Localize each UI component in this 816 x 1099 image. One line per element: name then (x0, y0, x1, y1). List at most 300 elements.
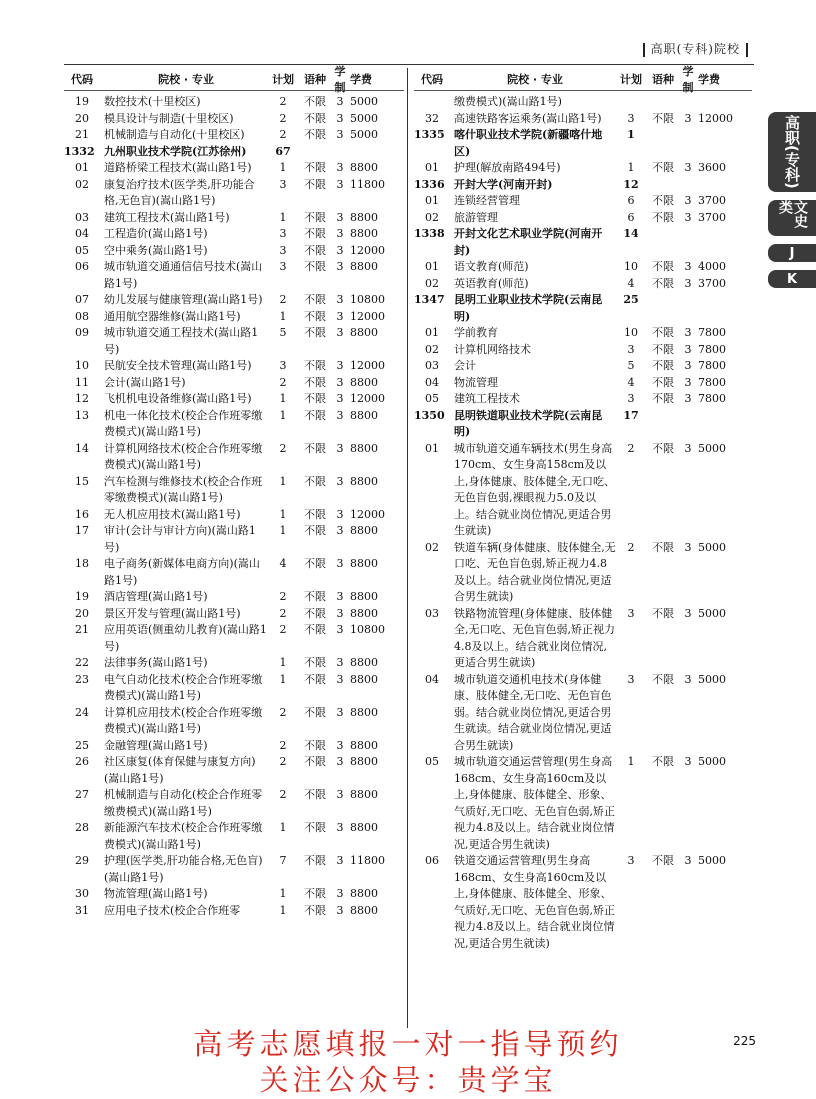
cell-lang: 不限 (304, 326, 326, 339)
cell-fee: 3700 (698, 210, 726, 224)
cell-name: 会计(嵩山路1号) (104, 375, 186, 389)
cell-fee: 5000 (350, 95, 378, 108)
school-row (414, 292, 752, 325)
cell-name: 开封大学(河南开封) (454, 177, 553, 191)
cell-years: 3 (684, 194, 692, 207)
cell-name: 机电一体化技术(校企合作班零缴费模式)(嵩山路1号) (104, 408, 263, 438)
cell-code: 29 (75, 854, 89, 867)
cell-fee (696, 408, 746, 441)
school-row (414, 127, 752, 160)
cell-years: 3 (336, 95, 344, 108)
cell-code: 03 (425, 359, 439, 372)
cell-fee: 8800 (350, 903, 378, 917)
cell-lang (298, 144, 332, 161)
cell-fee: 10800 (350, 623, 385, 636)
cell-years: 3 (336, 590, 344, 603)
school-row (414, 226, 752, 259)
cell-fee: 7800 (698, 326, 726, 339)
cell-years: 3 (336, 887, 344, 900)
table-row (414, 391, 752, 408)
cell-years: 3 (336, 441, 344, 455)
cell-code: 1336 (414, 177, 445, 191)
side-tab-arts[interactable] (768, 200, 816, 236)
cell-lang: 不限 (304, 755, 326, 768)
cell-code: 17 (75, 524, 89, 537)
cell-code: 1335 (414, 128, 445, 141)
cell-name: 民航安全技术管理(嵩山路1号) (104, 359, 252, 372)
cell-fee (696, 226, 746, 259)
col-name: 院校 · 专业 (507, 73, 563, 86)
table-row (64, 160, 404, 177)
cell-name: 工程造价(嵩山路1号) (104, 227, 208, 240)
cell-plan: 3 (279, 177, 287, 191)
cell-lang: 不限 (652, 540, 674, 554)
cell-code: 12 (75, 392, 89, 405)
cell-years: 3 (336, 227, 344, 240)
cell-years (680, 177, 696, 194)
school-row (414, 177, 752, 194)
cell-years: 3 (336, 408, 344, 422)
table-row (64, 375, 404, 392)
cell-name: 铁道交通运营管理(男生身高168cm、女生身高160cm及以上,身体健康、肢体健全、形象、气质好,无口吃、无色盲色弱,矫正视力4.8及以上。结合就业岗位情况,更适合男生就读) (454, 854, 615, 950)
cell-code: 02 (75, 177, 89, 191)
cell-code: 30 (75, 887, 89, 900)
cell-fee: 8800 (350, 408, 378, 422)
cell-lang: 不限 (652, 672, 674, 686)
cell-plan: 3 (627, 606, 635, 620)
col-code: 代码 (71, 73, 93, 86)
cell-fee: 3600 (698, 161, 726, 174)
table-row (64, 94, 404, 111)
watermark-line-2: 关注公众号：贵学宝 (259, 1063, 557, 1097)
cell-fee: 8800 (350, 606, 378, 620)
cell-years: 3 (336, 392, 344, 405)
cell-fee: 5000 (698, 755, 726, 768)
table-row (64, 507, 404, 524)
cell-code: 05 (425, 755, 439, 768)
cell-years: 3 (336, 738, 344, 752)
cell-fee: 8800 (350, 656, 378, 669)
cell-fee: 4000 (698, 260, 726, 273)
cell-lang (646, 177, 680, 194)
cell-plan: 7 (279, 854, 287, 867)
cell-lang: 不限 (304, 672, 326, 686)
table-row (64, 292, 404, 309)
cell-name: 铁道车辆(身体健康、肢体健全,无口吃、无色盲色弱,矫正视力4.8及以上。结合就业岗位情况,更适合男生就读) (454, 540, 616, 603)
cell-code: 20 (75, 111, 89, 125)
cell-code: 02 (425, 276, 439, 290)
table-row (64, 820, 404, 853)
cell-years: 3 (684, 210, 692, 224)
cell-fee: 8800 (350, 161, 378, 174)
cell-lang: 不限 (304, 903, 326, 917)
cell-lang: 不限 (304, 738, 326, 752)
cell-plan: 14 (623, 227, 639, 240)
cell-plan: 12 (623, 177, 639, 191)
cell-name: 会计 (454, 359, 476, 372)
cell-fee: 8800 (350, 227, 378, 240)
table-row (64, 589, 404, 606)
cell-code: 01 (425, 194, 439, 207)
cell-name: 空中乘务(嵩山路1号) (104, 243, 208, 257)
cell-name: 铁路物流管理(身体健康、肢体健全,无口吃、无色盲色弱,矫正视力4.8及以上。结合就业岗位情况,更适合男生就读) (454, 606, 615, 669)
cell-name: 计算机应用技术(校企合作班零缴费模式)(嵩山路1号) (104, 705, 263, 735)
cell-lang: 不限 (304, 705, 326, 719)
header-bar-right (746, 43, 748, 57)
table-row (414, 160, 752, 177)
cell-fee: 7800 (698, 359, 726, 372)
cell-plan: 1 (279, 887, 287, 900)
table-row (64, 391, 404, 408)
cell-fee: 5000 (350, 128, 378, 141)
cell-name: 无人机应用技术(嵩山路1号) (104, 507, 241, 521)
header-bar-left (643, 43, 645, 57)
cell-lang: 不限 (304, 375, 326, 389)
cell-code: 05 (425, 392, 439, 405)
cell-name: 英语教育(师范) (454, 276, 529, 290)
table-row (414, 193, 752, 210)
cell-lang: 不限 (652, 276, 674, 290)
cell-plan: 17 (623, 408, 639, 422)
cell-fee: 8800 (350, 557, 378, 570)
cell-code: 23 (75, 672, 89, 686)
cell-years: 3 (684, 111, 692, 125)
cell-name: 旅游管理 (454, 210, 498, 224)
cell-plan: 25 (623, 293, 639, 306)
cell-code: 10 (75, 359, 89, 372)
cell-code: 02 (425, 342, 439, 356)
table-row (64, 655, 404, 672)
cell-name: 机械制造与自动化(校企合作班零缴费模式)(嵩山路1号) (104, 788, 263, 818)
side-tab-j[interactable] (768, 244, 816, 262)
cell-name: 昆明工业职业技术学院(云南昆明) (454, 293, 603, 323)
cell-plan: 2 (279, 606, 287, 620)
cell-years: 3 (336, 557, 344, 570)
cell-fee: 11800 (350, 854, 385, 867)
cell-name: 护理(医学类,肝功能合格,无色盲)(嵩山路1号) (104, 854, 263, 884)
cell-lang: 不限 (304, 210, 326, 224)
cell-lang: 不限 (304, 128, 326, 141)
cell-name: 应用电子技术(校企合作班零 (104, 903, 241, 917)
table-row (414, 259, 752, 276)
table-row (64, 705, 404, 738)
cell-code: 25 (75, 738, 89, 752)
cell-plan: 10 (624, 260, 638, 273)
cell-lang (646, 292, 680, 325)
cell-code: 24 (75, 705, 89, 719)
table-row (64, 474, 404, 507)
cell-lang: 不限 (652, 161, 674, 174)
cell-name: 社区康复(体育保健与康复方向)(嵩山路1号) (104, 755, 256, 785)
table-row (414, 606, 752, 672)
cell-years: 3 (684, 326, 692, 339)
table-row (64, 556, 404, 589)
cell-lang: 不限 (652, 194, 674, 207)
cell-lang: 不限 (304, 408, 326, 422)
table-row (64, 226, 404, 243)
cell-code: 01 (425, 260, 439, 273)
col-years: 学制 (334, 65, 346, 94)
col-years: 学制 (682, 65, 694, 94)
cell-name: 城市轨道交通工程技术(嵩山路1号) (104, 326, 259, 356)
cell-plan: 2 (279, 590, 287, 603)
cell-years: 3 (684, 540, 692, 554)
cell-fee: 12000 (350, 359, 385, 372)
cell-name: 九州职业技术学院(江苏徐州) (104, 144, 247, 158)
cell-years: 3 (336, 359, 344, 372)
left-table-body (64, 94, 404, 919)
cell-name: 计算机网络技术(校企合作班零缴费模式)(嵩山路1号) (104, 441, 263, 471)
cell-plan: 2 (279, 293, 287, 306)
cell-fee: 10800 (350, 293, 385, 306)
cell-code: 27 (75, 788, 89, 801)
cell-code: 1332 (64, 144, 95, 158)
cell-code: 1347 (414, 293, 445, 306)
cell-code: 32 (425, 111, 439, 125)
cell-fee (696, 292, 746, 325)
cell-plan: 2 (279, 738, 287, 752)
cell-plan: 2 (627, 540, 635, 554)
col-fee: 学费 (698, 73, 720, 86)
cell-lang: 不限 (304, 95, 326, 108)
cell-plan: 1 (279, 903, 287, 917)
cell-lang: 不限 (652, 260, 674, 273)
cell-name: 学前教育 (454, 326, 498, 339)
side-tab-label: K (786, 271, 798, 287)
cell-fee: 8800 (350, 738, 378, 752)
cell-name: 城市轨道交通运营管理(男生身高168cm、女生身高160cm及以上,身体健康、肢体健全、形象、气质好,无口吃、无色盲色弱,矫正视力4.8及以上。结合就业岗位情况,更适合男生就读) (454, 755, 615, 851)
cell-lang: 不限 (652, 342, 674, 356)
table-row (64, 259, 404, 292)
cell-years: 3 (684, 276, 692, 290)
cell-years: 3 (336, 375, 344, 389)
cell-lang: 不限 (304, 309, 326, 323)
cell-fee: 11800 (350, 177, 385, 191)
cell-lang: 不限 (304, 359, 326, 372)
cell-name: 机械制造与自动化(十里校区) (104, 128, 245, 141)
cell-code: 28 (75, 821, 89, 834)
cell-code (414, 94, 450, 111)
cell-plan: 6 (627, 210, 635, 224)
cell-lang: 不限 (304, 227, 326, 240)
cell-code: 1338 (414, 227, 445, 240)
cell-fee: 8800 (350, 441, 378, 455)
table-row (64, 853, 404, 886)
table-row (64, 606, 404, 623)
cell-plan: 2 (279, 128, 287, 141)
cell-plan: 2 (279, 111, 287, 125)
cell-lang: 不限 (652, 606, 674, 620)
col-fee: 学费 (350, 73, 372, 86)
cell-name: 酒店管理(嵩山路1号) (104, 590, 208, 603)
cell-fee: 8800 (350, 705, 378, 719)
watermark-line-1: 高考志愿填报一对一指导预约 (193, 1027, 623, 1061)
cell-years: 3 (336, 656, 344, 669)
cell-lang: 不限 (652, 375, 674, 389)
table-row (64, 441, 404, 474)
col-lang: 语种 (304, 73, 326, 86)
cell-plan: 4 (279, 557, 287, 570)
cell-fee: 8800 (350, 260, 378, 273)
cell-plan: 2 (279, 95, 287, 108)
table-row (64, 127, 404, 144)
cell-fee: 8800 (350, 755, 378, 768)
table-header (64, 65, 404, 94)
cell-plan: 6 (627, 194, 635, 207)
cell-plan: 1 (279, 309, 287, 323)
cell-name: 城市轨道交通通信信号技术(嵩山路1号) (104, 260, 263, 290)
cell-name: 应用英语(侧重幼儿教育)(嵩山路1号) (104, 623, 267, 653)
cell-fee (696, 177, 746, 194)
cell-lang: 不限 (304, 293, 326, 306)
cell-fee: 7800 (698, 392, 726, 405)
cell-lang: 不限 (304, 656, 326, 669)
cell-lang: 不限 (652, 210, 674, 224)
cell-name: 城市轨道交通车辆技术(男生身高170cm、女生身高158cm及以上,身体健康、肢体健全,无口吃、无色盲色弱,裸眼视力5.0及以上。结合就业岗位情况,更适合男生就读) (454, 441, 615, 537)
cell-plan (616, 94, 646, 111)
cell-lang: 不限 (304, 177, 326, 191)
column-divider (407, 68, 408, 1028)
cell-code: 31 (75, 903, 89, 917)
cell-fee: 8800 (350, 474, 378, 488)
cell-code: 06 (75, 260, 89, 273)
cell-lang: 不限 (304, 590, 326, 603)
col-name: 院校 · 专业 (158, 73, 214, 86)
col-lang: 语种 (652, 73, 674, 86)
cell-code: 07 (75, 293, 89, 306)
school-row (414, 408, 752, 441)
cell-name: 语文教育(师范) (454, 260, 529, 273)
cell-plan: 2 (627, 441, 635, 455)
cell-lang: 不限 (652, 326, 674, 339)
side-tab-k[interactable] (768, 270, 816, 288)
table-row (414, 111, 752, 128)
cell-years: 3 (336, 705, 344, 719)
cell-name: 法律事务(嵩山路1号) (104, 656, 208, 669)
cell-fee: 3700 (698, 276, 726, 290)
cell-lang: 不限 (304, 788, 326, 801)
cell-years: 3 (336, 507, 344, 521)
cell-code: 11 (75, 375, 89, 389)
cell-lang: 不限 (304, 507, 326, 521)
cell-plan: 1 (279, 408, 287, 422)
cell-fee: 12000 (350, 392, 385, 405)
table-row (64, 672, 404, 705)
cell-lang: 不限 (304, 474, 326, 488)
cell-lang: 不限 (652, 392, 674, 405)
cell-fee: 8800 (350, 672, 378, 686)
cell-fee (696, 94, 746, 111)
cell-plan: 1 (279, 524, 287, 537)
cell-name: 建筑工程技术(嵩山路1号) (104, 210, 230, 224)
cell-fee: 8800 (350, 590, 378, 603)
cell-code: 19 (75, 590, 89, 603)
cell-years: 3 (336, 755, 344, 768)
table-row (64, 325, 404, 358)
cell-fee: 8800 (350, 524, 378, 537)
cell-plan: 3 (279, 359, 287, 372)
table-row (414, 441, 752, 540)
cell-code: 22 (75, 656, 89, 669)
cell-plan: 3 (627, 854, 635, 867)
side-tab-vocational[interactable] (768, 112, 816, 192)
table-row (64, 358, 404, 375)
cell-years: 3 (684, 606, 692, 620)
cell-name: 护理(解放南路494号) (454, 161, 561, 174)
table-row (64, 622, 404, 655)
cell-fee: 12000 (698, 111, 733, 125)
cell-fee: 5000 (698, 441, 726, 455)
cell-code: 21 (75, 128, 89, 141)
cell-lang: 不限 (652, 111, 674, 125)
cell-years: 3 (684, 854, 692, 867)
cell-name: 康复治疗技术(医学类,肝功能合格,无色盲)(嵩山路1号) (104, 177, 255, 207)
cell-code: 04 (425, 672, 439, 686)
cell-plan: 1 (627, 128, 635, 141)
cell-plan: 4 (627, 375, 635, 389)
cell-plan: 3 (279, 227, 287, 240)
cell-years (332, 144, 348, 161)
cell-name: 审计(会计与审计方向)(嵩山路1号) (104, 524, 256, 554)
cell-years: 3 (684, 260, 692, 273)
cell-lang: 不限 (652, 359, 674, 372)
table-row (414, 358, 752, 375)
cell-years (680, 292, 696, 325)
cell-code: 16 (75, 507, 89, 521)
cell-plan: 2 (279, 623, 287, 636)
table-row (414, 94, 752, 111)
cell-plan: 3 (279, 243, 287, 257)
cell-years: 3 (684, 392, 692, 405)
cell-lang: 不限 (652, 755, 674, 768)
table-row (64, 754, 404, 787)
school-row (64, 144, 404, 161)
cell-years: 3 (336, 821, 344, 834)
page-header (637, 40, 754, 57)
right-table-body (414, 94, 752, 952)
table-row (64, 210, 404, 227)
cell-code: 18 (75, 557, 89, 570)
table-row (414, 342, 752, 359)
cell-plan: 1 (627, 161, 635, 174)
table-row (414, 853, 752, 952)
cell-plan: 1 (279, 161, 287, 174)
cell-name: 飞机机电设备维修(嵩山路1号) (104, 392, 252, 405)
cell-lang (646, 127, 680, 160)
cell-name: 新能源汽车技术(校企合作班零缴费模式)(嵩山路1号) (104, 821, 263, 851)
cell-name: 道路桥梁工程技术(嵩山路1号) (104, 161, 252, 174)
cell-years: 3 (336, 326, 344, 339)
cell-years: 3 (336, 524, 344, 537)
cell-lang: 不限 (304, 854, 326, 867)
cell-lang: 不限 (304, 606, 326, 620)
col-plan: 计划 (620, 73, 642, 86)
cell-name: 计算机网络技术 (454, 342, 531, 356)
cell-years: 3 (336, 111, 344, 125)
cell-plan: 1 (279, 656, 287, 669)
cell-plan: 1 (279, 474, 287, 488)
cell-code: 08 (75, 309, 89, 323)
cell-code: 03 (425, 606, 439, 620)
cell-fee: 8800 (350, 210, 378, 224)
cell-name: 缴费模式)(嵩山路1号) (454, 95, 562, 108)
cell-plan: 2 (279, 375, 287, 389)
cell-plan: 10 (624, 326, 638, 339)
side-tab-label: 高职(专科) (783, 115, 801, 189)
cell-years (680, 408, 696, 441)
cell-code: 05 (75, 243, 89, 257)
left-column (64, 65, 404, 919)
